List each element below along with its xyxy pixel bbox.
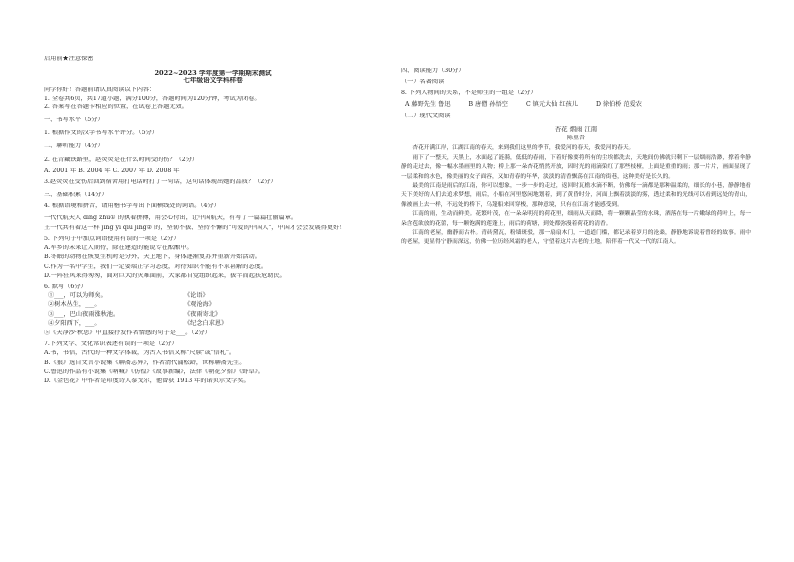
article-author: 陈重吾 [566,135,585,142]
section-heading-4: 四、阅读能力（30分） [401,68,465,74]
question-7-option-a: A.书，书信，古代的一种文学体裁，为古人书信又称"尺牍"或"信札"。 [44,350,236,357]
question-8-option-a: A 藤野先生 鲁迅 [405,100,451,108]
section-heading-1: 一、书写水平（5分） [44,117,104,123]
poem-line-1-source: 《论语》 [184,292,209,300]
intro-greeting: 同学你好！答题前请认真阅读以下内容： [44,87,156,94]
poem-line-2 [44,302,382,308]
article-paragraph-2: 雨下了一整天，天黑上，水面起了涟漪，低低的春雨，下着好像要将所有的尘埃都洗去，天地间仿佛就只剩下一层烟雨浩渺，撑着伞静静的走过去，像一幅水墨画里的人物；桥上那一朵杏花悄然开放，因时光的雨滴染红了那些枝桠，上面是重重的雨；那一片片，画面显现了一层柔和的水色，像美丽的女子面容，又如青春的年华，淡淡的清香飘荡在江南的街巷，这种美好是长久的。 [401,154,751,180]
question-5: 5. 下列句子中加点词语使用有误的一项是（2分） [44,236,180,243]
question-2-options: A. 2001 年 B. 2004 年 C. 2007 年 D. 2008 年 [44,167,180,174]
left-column [44,56,382,384]
article-paragraph-3: 最美的江南是雨后的江南，你可以想象，一步一步的走过，返回时瓦檐水滴不断，仿佛每一滴都是那种温柔的，细长的小巷，静静地看天下美好的人们去追求梦想，雨后，小船在河里悠闲地划着，到了黄昏时分，河面上飘着淡淡的雾，透过柔和的光线可以看到远处的青山，像被画上去一样，不远处的桥下，乌篷船来回穿梭，那种意境，只有在江南才能感受到。 [401,183,751,208]
question-8-option-d: D 徐伯桥 范爱农 [595,100,642,108]
question-4-text-1: 一代代航天人 dīng zhǔ① 的执着拼搏，用会心付出，让中国航天，有写了一篇篇壮丽篇章。 [44,214,298,221]
question-8: 8. 下列人物间的关系，不是师生的一组是（2分） [401,90,537,97]
question-5-option-a: A.军乡的未来让人期待，除在建造的能说专在酝酿中。 [44,245,193,252]
poem-line-4-source: 《纪念白求恩》 [184,319,228,327]
question-8-option-b: B 唐僧 孙悟空 [468,100,508,108]
question-2: 2. 在青藏铁路里，赵荧荧是在什么时间受的伤？（2分） [44,156,199,163]
article-title: 杏花 烟雨 江南 [554,126,598,133]
intro-rule-1: 1. 全卷共6页，共17道小题，满分100分，答题时间为120分钟，考试为闭卷。 [44,95,261,102]
article-paragraph-5: 江南的老屋，幽静而古朴。青砖黛瓦，粉墙斑驳，那一扇扇木门，一道道门槛，都记录着岁月的沧桑，静静地诉说着曾经的故事。雨中的老屋，更显得宁静而深远，仿佛一位历经风霜的老人，守望着这片古老的土地，陪伴着一代又一代的江南人。 [401,230,751,246]
poem-line-3 [44,312,382,318]
poem-line-4 [44,321,382,327]
article-paragraph-4: 江南的雨，生动而鲜美。花繁叶茂，在一朵朵明亮的荷花里，细雨从天而降，将一颗颗晶莹的水珠，洒落在每一片嫩绿的荷叶上，每一朵含苞欲放的花蕾，每一颗饱满的莲蓬上，雨后的荷塘，到处都弥漫着荷花的清香。 [401,211,751,227]
exam-subtitle: 七年级语文学科样卷 [183,76,243,84]
right-column [401,68,751,248]
section-heading-3: 三、基础积累（14分） [44,192,108,199]
article-paragraph-1: 杏花开满江岸，江湖江南的春天，来到我们这里的季节，我爱河的春天，我爱河的春天。 [412,145,635,152]
question-5-option-d: D.一阵狂风来得匆匆，面对巨大的灾难面前，大家都自觉组织起来，拔竿而起扶危助民。 [44,272,286,279]
question-5-option-b: B.冬眠的动物在恢复生机时是分外，天上地下，身体逐渐复苏并重新开始活动。 [44,254,261,261]
question-7-option-d: D.《金色花》中作者是印度诗人泰戈尔，他曾获 1913 年的诺贝尔文学奖。 [44,378,250,385]
article-body [401,144,751,247]
poem-line-3-text: ③___，巴山夜雨涨秋池。 [48,310,120,318]
question-1: 1. 根据作文的汉字书写水平评分。（5分） [44,130,158,137]
confidential-note: 启用前★注意保密 [44,56,94,62]
subsection-modern-reading: （二）现代文阅读 [401,112,451,119]
question-4: 4. 根据语境和拼音，请用楷书字写出下面横线处的词语。（4分） [44,203,220,210]
question-6: 6. 默写（6分） [44,284,87,291]
question-7: 7.下列文学、文化常识表述有误的一项是（2分） [44,341,178,348]
subsection-classics: （一）名著阅读 [401,79,445,86]
question-8-option-c: C 镇元大仙 红孩儿 [525,100,578,108]
intro-rule-2: 2. 答案写在答题卡相应的位置，在试卷上答题无效。 [44,103,188,110]
question-3: 3.赵荧荧在受伤后回到宿舍用打电话时打了一句话，这句话体现出她的品质？（2分） [44,179,277,186]
question-5-option-c: C.作为一名中学生，我们一定要端正学习态度，对待知识不能有不求甚解的态度。 [44,263,268,270]
poem-line-5: ⑤《天净沙·秋思》中直接抒发作者情感的句子是___。（2分） [44,330,211,337]
poem-line-2-text: ②树木丛生，___。 [48,301,101,309]
question-8-options [401,102,751,108]
question-7-option-c: C.鲁迅的作品有小说集《呐喊》《彷徨》《故事新编》，法律《朝花夕拾》《野草》。 [44,368,264,375]
poem-line-1-text: ①___，可以为师矣。 [48,292,107,300]
poem-line-2-source: 《观沧海》 [184,301,215,309]
poem-line-1 [44,293,382,299]
poem-line-4-text: ④夕阳西下，___。 [48,319,101,327]
question-4-text-2: 王一代共有着这一样 jīng yì qiú jīng② 的，坚韧不拔、坚持不懈的"可爱的中国人"，中国才会会发展得更好！ [44,224,346,231]
poem-line-3-source: 《夜雨寄北》 [184,310,222,318]
exam-title: 2022~2023 学年度第一学期期末测试 [154,70,272,77]
question-7-option-b: B.《狼》选自文言小说集《聊斋志异》，作者清代蒲松龄，世称聊斋先生。 [44,359,246,366]
section-heading-2: 二、聊听能力（4分） [44,143,104,150]
